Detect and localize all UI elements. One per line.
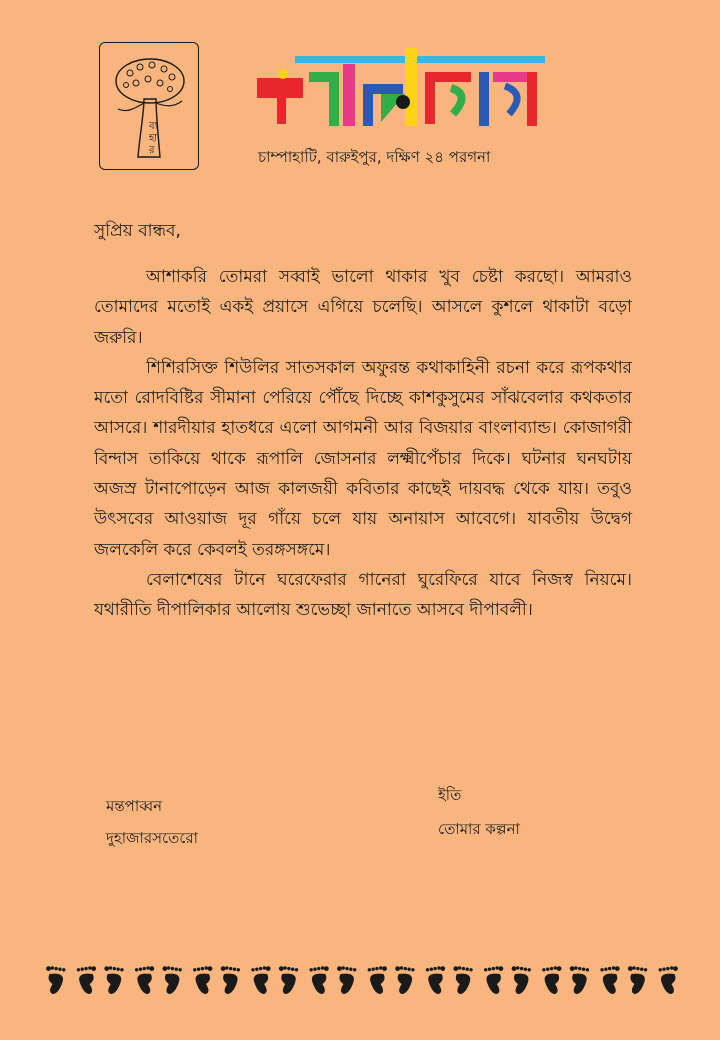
footprint-icon (453, 966, 472, 994)
footprint-icon (659, 966, 678, 994)
footprint-icon (193, 966, 212, 994)
signoff-year: দুহাজারসতেরো (106, 829, 198, 847)
footprint-icon (279, 966, 298, 994)
footprint-icon (77, 966, 96, 994)
footprint-icon (337, 966, 356, 994)
footprint-icon (368, 966, 387, 994)
letter-paragraph: আশাকরি তোমরা সব্বাই ভালো থাকার খুব চেষ্টা করছো। আমরাও তোমাদের মতোই একই প্রয়াসে এগিয়ে চলেছি। আসলে কুশলে থাকাটা বড়ো জরুরি। (94, 267, 632, 348)
signoff-closing: ইতি (438, 786, 462, 804)
letter-paragraph: শিশিরসিক্ত শিউলির সাতসকাল অফুরন্ত কথাকাহিনী রচনা করে রূপকথার মতো রোদবিষ্টির সীমানা পেরিয়ে পৌঁছে দিচ্ছে কাশকুসুমের সাঁঝবেলার কথকতার আসরে। শারদীয়ার হাতধরে এলো আগমনী আর বিজয়ার বাংলাব্যান্ড। কোজাগরী বিন্দাস তাকিয়ে থাকে রূপালি জোসনার লক্ষ্মীপেঁচার দিকে। ঘটনার ঘনঘটায় অজস্র টানাপোড়েন আজ কালজয়ী কবিতার কাছেই দায়বদ্ধ থেকে যায়। তবুও উৎসবের আওয়াজ দূর গাঁয়ে চলে যায় অনায়াস আবেগে। যাবতীয় উদ্বেগ জলকেলি করে কেবলই তরঙ্গসঙ্গমে। (94, 357, 632, 560)
footprint-icon (104, 966, 123, 994)
footprint-icon (570, 966, 589, 994)
letter-paragraph: বেলাশেষের টানে ঘরেফেরার গানেরা ঘুরেফিরে যাবে নিজস্ব নিয়মে। যথারীতি দীপালিকার আলোয় শুভেচ্ছা জানাতে আসবে দীপাবলী। (94, 569, 632, 621)
svg-text:বা: বা (149, 121, 158, 132)
masthead-logo (255, 44, 555, 134)
letter-greeting: সুপ্রিয় বান্ধব, (94, 221, 181, 241)
masthead-address: চাম্পাহাটি, বারুইপুর, দক্ষিণ ২৪ পরগনা (258, 148, 491, 166)
svg-text:র: র (149, 145, 155, 156)
footprint-icon (251, 966, 270, 994)
footprint-icon (395, 966, 414, 994)
footprint-icon (221, 966, 240, 994)
footprint-icon (628, 966, 647, 994)
footprint-border (42, 962, 682, 996)
signoff-right (438, 778, 520, 846)
signoff-occasion: মন্তপাব্বন (106, 797, 163, 815)
logo-emblem (99, 42, 199, 170)
svg-text:হা: হা (149, 133, 158, 144)
footprint-icon (426, 966, 445, 994)
footprint-icon (163, 966, 182, 994)
footprint-icon (512, 966, 531, 994)
footprint-icon (135, 966, 154, 994)
footprint-icon (484, 966, 503, 994)
signoff-signature: তোমার কল্পনা (438, 820, 520, 838)
tree-icon (100, 43, 200, 171)
letter-body (94, 262, 632, 626)
footprint-icon (309, 966, 328, 994)
signoff-left (106, 790, 198, 854)
footprint-icon (46, 966, 65, 994)
footprint-icon (542, 966, 561, 994)
footprint-icon (600, 966, 619, 994)
